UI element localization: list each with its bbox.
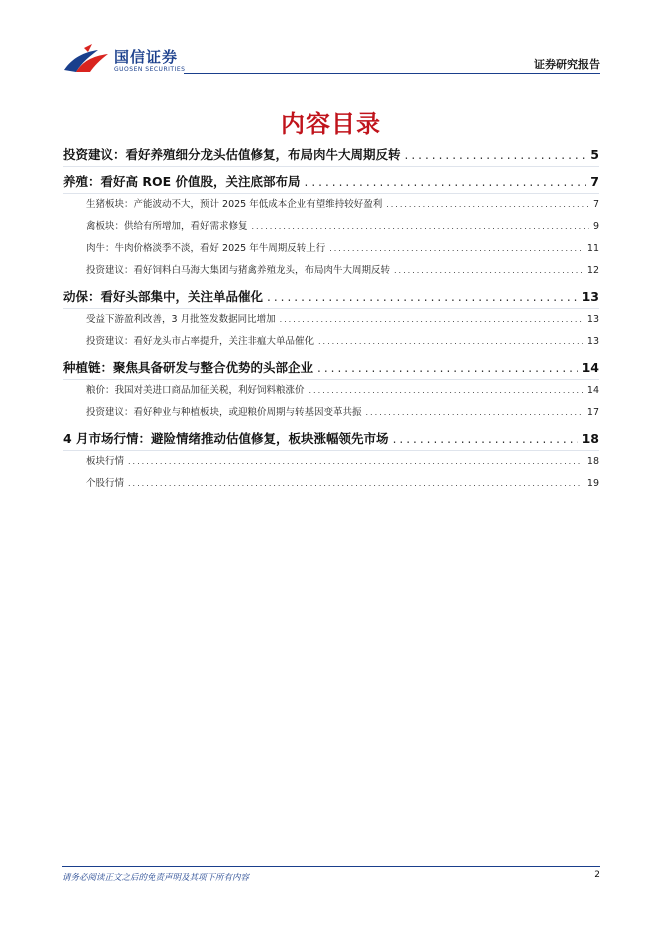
toc-section-entry[interactable] xyxy=(63,170,599,194)
toc-subsection-entry[interactable] xyxy=(63,451,599,473)
toc-entry-title: 板块行情 xyxy=(86,456,125,467)
toc-dot-leader xyxy=(309,380,583,402)
toc-subsection-entry[interactable] xyxy=(63,194,599,216)
toc-entry-title: 4 月市场行情：避险情绪推动估值修复，板块涨幅领先市场 xyxy=(63,431,389,446)
toc-dot-leader xyxy=(267,286,578,309)
toc-dot-leader xyxy=(393,428,578,451)
footer-disclaimer: 请务必阅读正文之后的免责声明及其项下所有内容 xyxy=(62,873,250,883)
toc-dot-leader xyxy=(128,473,583,495)
report-type-label: 证券研究报告 xyxy=(534,58,600,71)
toc-subsection-entry[interactable] xyxy=(63,402,599,424)
toc-entry-title: 肉牛：牛肉价格淡季不淡，看好 2025 年牛周期反转上行 xyxy=(86,243,326,254)
header-divider xyxy=(184,73,600,74)
toc-dot-leader xyxy=(305,171,587,194)
toc-subsection-entry[interactable] xyxy=(63,216,599,238)
toc-entry-page: 14 xyxy=(586,385,599,396)
table-of-contents xyxy=(63,140,599,495)
toc-dot-leader xyxy=(405,144,587,167)
toc-entry-title: 粮价：我国对美进口商品加征关税，利好饲料粮涨价 xyxy=(86,385,305,396)
toc-entry-title: 动保：看好头部集中，关注单品催化 xyxy=(63,289,264,304)
toc-dot-leader xyxy=(386,194,589,216)
toc-subsection-entry[interactable] xyxy=(63,260,599,282)
logo-text-en: GUOSEN SECURITIES xyxy=(114,66,186,73)
toc-entry-title: 投资建议：看好种业与种植板块，或迎粮价周期与转基因变革共振 xyxy=(86,407,362,418)
toc-entry-title: 禽板块：供给有所增加，看好需求修复 xyxy=(86,221,248,232)
toc-dot-leader xyxy=(128,451,583,473)
toc-dot-leader xyxy=(318,331,583,353)
toc-subsection-entry[interactable] xyxy=(63,380,599,402)
toc-entry-title: 投资建议：看好养殖细分龙头估值修复，布局肉牛大周期反转 xyxy=(63,147,401,162)
toc-entry-page: 11 xyxy=(586,243,599,254)
toc-title: 内容目录 xyxy=(281,110,381,138)
toc-entry-title: 投资建议：看好龙头市占率提升，关注非瘟大单品催化 xyxy=(86,336,315,347)
toc-section-entry[interactable] xyxy=(63,356,599,380)
toc-subsection-entry[interactable] xyxy=(63,309,599,331)
toc-subsection-entry[interactable] xyxy=(63,331,599,353)
toc-section-entry[interactable] xyxy=(63,285,599,309)
toc-entry-page: 18 xyxy=(581,431,599,446)
toc-entry-title: 养殖：看好高 ROE 价值股，关注底部布局 xyxy=(63,174,301,189)
toc-entry-page: 7 xyxy=(592,199,599,210)
toc-entry-page: 17 xyxy=(586,407,599,418)
footer-divider xyxy=(62,866,600,867)
page-number: 2 xyxy=(594,870,600,880)
toc-entry-page: 13 xyxy=(586,336,599,347)
toc-subsection-entry[interactable] xyxy=(63,238,599,260)
logo-text-cn: 国信证券 xyxy=(114,48,179,66)
toc-entry-title: 种植链：聚焦具备研发与整合优势的头部企业 xyxy=(63,360,314,375)
toc-entry-page: 19 xyxy=(586,478,599,489)
toc-dot-leader xyxy=(366,402,583,424)
toc-entry-title: 受益下游盈利改善，3 月批签发数据同比增加 xyxy=(86,314,276,325)
toc-dot-leader xyxy=(329,238,583,260)
toc-entry-page: 13 xyxy=(586,314,599,325)
guosen-logo xyxy=(62,44,192,78)
toc-entry-page: 18 xyxy=(586,456,599,467)
toc-entry-page: 14 xyxy=(581,360,599,375)
toc-entry-title: 投资建议：看好饲料白马海大集团与猪禽养殖龙头，布局肉牛大周期反转 xyxy=(86,265,391,276)
toc-entry-title: 生猪板块：产能波动不大，预计 2025 年低成本企业有望维持较好盈利 xyxy=(86,199,383,210)
toc-entry-page: 13 xyxy=(581,289,599,304)
toc-subsection-entry[interactable] xyxy=(63,473,599,495)
toc-dot-leader xyxy=(252,216,589,238)
page-header xyxy=(0,0,662,80)
toc-entry-page: 12 xyxy=(586,265,599,276)
toc-dot-leader xyxy=(394,260,583,282)
toc-section-entry[interactable] xyxy=(63,427,599,451)
toc-section-entry[interactable] xyxy=(63,143,599,167)
toc-dot-leader xyxy=(317,357,578,380)
toc-entry-page: 5 xyxy=(590,147,599,162)
guosen-logo-icon xyxy=(62,44,110,74)
toc-entry-page: 7 xyxy=(590,174,599,189)
toc-dot-leader xyxy=(280,309,583,331)
toc-entry-title: 个股行情 xyxy=(86,478,125,489)
toc-entry-page: 9 xyxy=(592,221,599,232)
